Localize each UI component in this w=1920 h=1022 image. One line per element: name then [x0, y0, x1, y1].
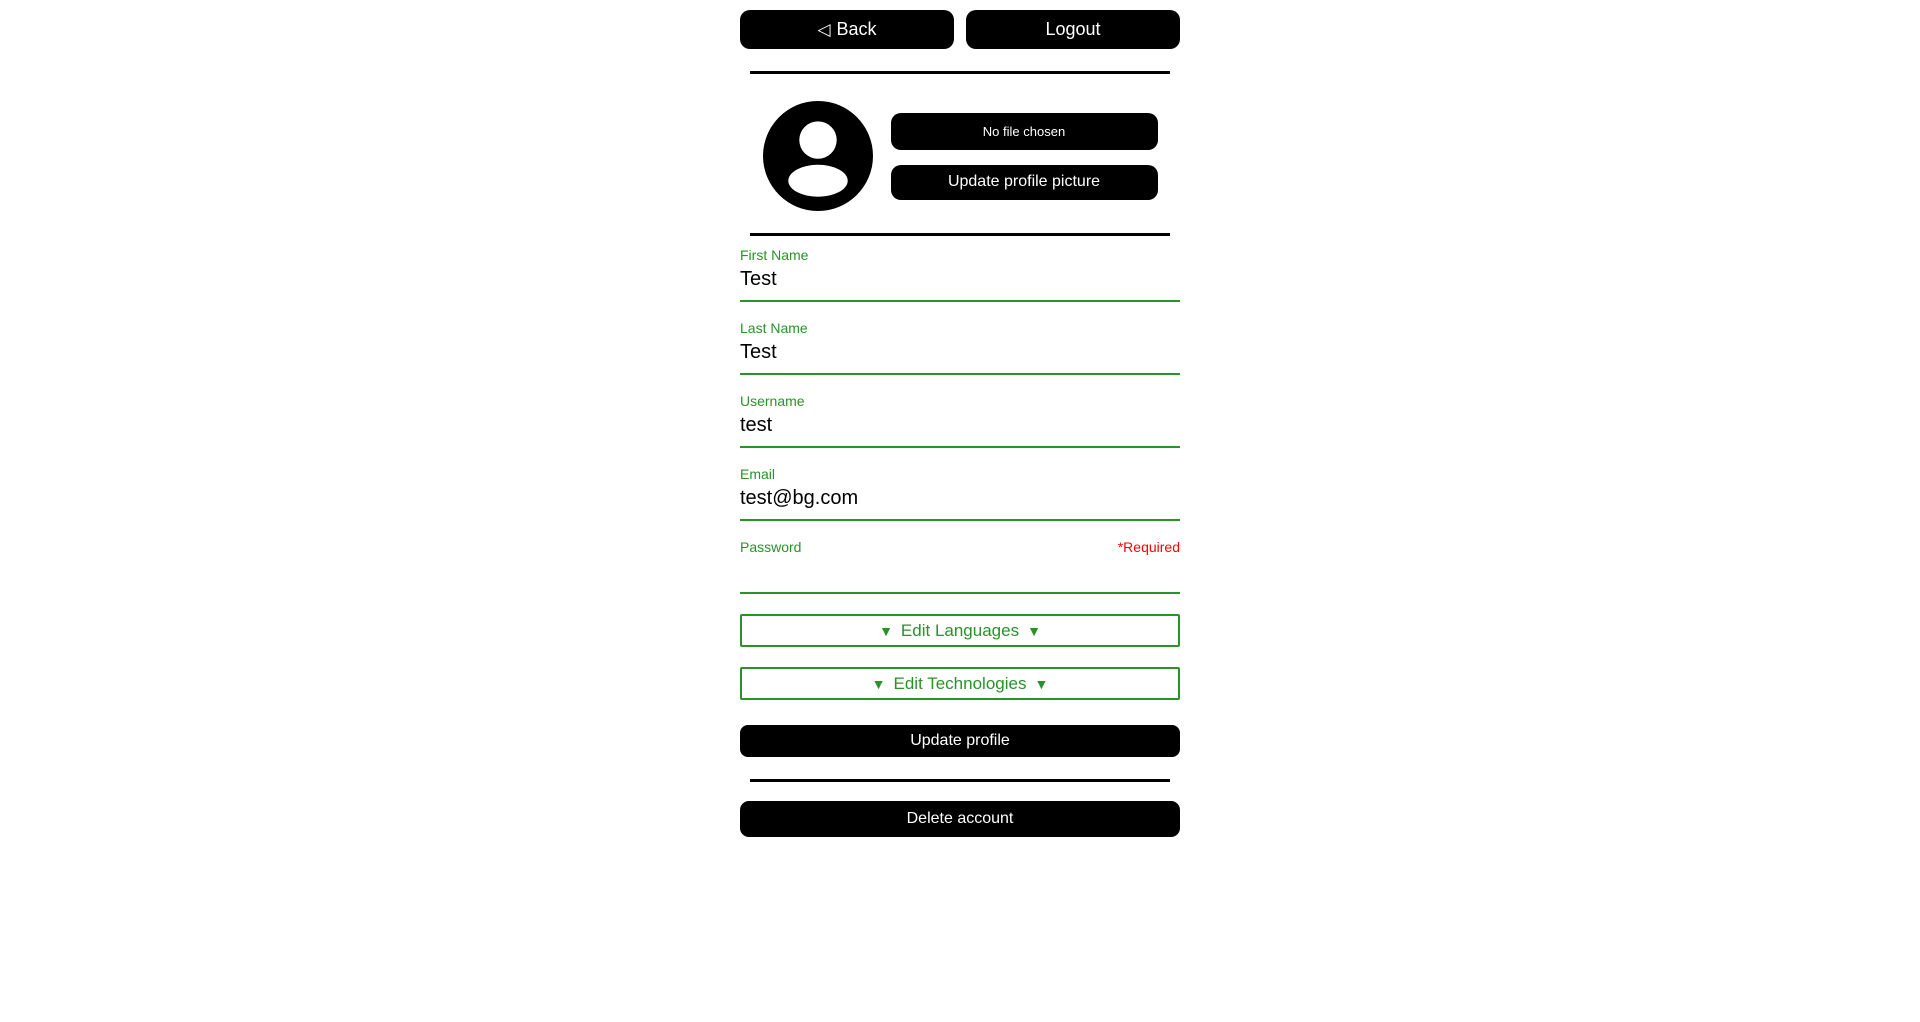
- file-chooser-label: No file chosen: [982, 123, 1066, 139]
- email-field: [740, 466, 1180, 521]
- back-button-label: Back: [836, 19, 877, 39]
- profile-page: [740, 10, 1180, 837]
- back-button[interactable]: [740, 10, 954, 49]
- update-profile-label: Update profile: [910, 732, 1010, 749]
- delete-account-label: Delete account: [906, 810, 1014, 827]
- email-input[interactable]: [740, 482, 1180, 521]
- edit-technologies-button[interactable]: [740, 667, 1180, 700]
- divider-danger: [750, 779, 1170, 782]
- logout-button[interactable]: [966, 10, 1180, 49]
- edit-languages-button[interactable]: [740, 614, 1180, 647]
- password-required-note: *Required: [1117, 539, 1180, 555]
- password-field: [740, 539, 1180, 594]
- edit-technologies-label: Edit Technologies: [893, 673, 1027, 693]
- last-name-field: [740, 320, 1180, 375]
- last-name-label: Last Name: [740, 320, 808, 336]
- delete-account-button[interactable]: [740, 801, 1180, 837]
- password-input[interactable]: [740, 555, 1180, 594]
- chevron-down-icon: ▼: [879, 622, 893, 639]
- divider-top: [750, 71, 1170, 74]
- password-label: Password: [740, 539, 802, 555]
- first-name-label: First Name: [740, 247, 809, 263]
- email-label: Email: [740, 466, 776, 482]
- profile-form: [740, 247, 1180, 757]
- back-triangle-icon: ◁: [817, 20, 831, 39]
- chevron-down-icon: ▼: [871, 675, 886, 692]
- username-field: [740, 393, 1180, 448]
- file-chooser-button[interactable]: [891, 113, 1158, 150]
- person-avatar-icon: [763, 101, 873, 211]
- first-name-input[interactable]: [740, 263, 1180, 302]
- avatar-buttons-column: [891, 113, 1158, 200]
- update-profile-picture-button[interactable]: [891, 165, 1158, 200]
- avatar-section: [740, 101, 1180, 211]
- update-profile-button[interactable]: [740, 725, 1180, 757]
- chevron-down-icon: ▼: [1027, 622, 1041, 639]
- username-input[interactable]: [740, 409, 1180, 448]
- top-button-row: [740, 10, 1180, 49]
- username-label: Username: [740, 393, 805, 409]
- chevron-down-icon: ▼: [1034, 675, 1049, 692]
- divider-avatar: [750, 233, 1170, 236]
- profile-avatar: [763, 101, 873, 211]
- logout-button-label: Logout: [1045, 19, 1101, 39]
- update-profile-picture-label: Update profile picture: [947, 173, 1101, 190]
- last-name-input[interactable]: [740, 336, 1180, 375]
- edit-languages-label: Edit Languages: [900, 620, 1020, 640]
- first-name-field: [740, 247, 1180, 302]
